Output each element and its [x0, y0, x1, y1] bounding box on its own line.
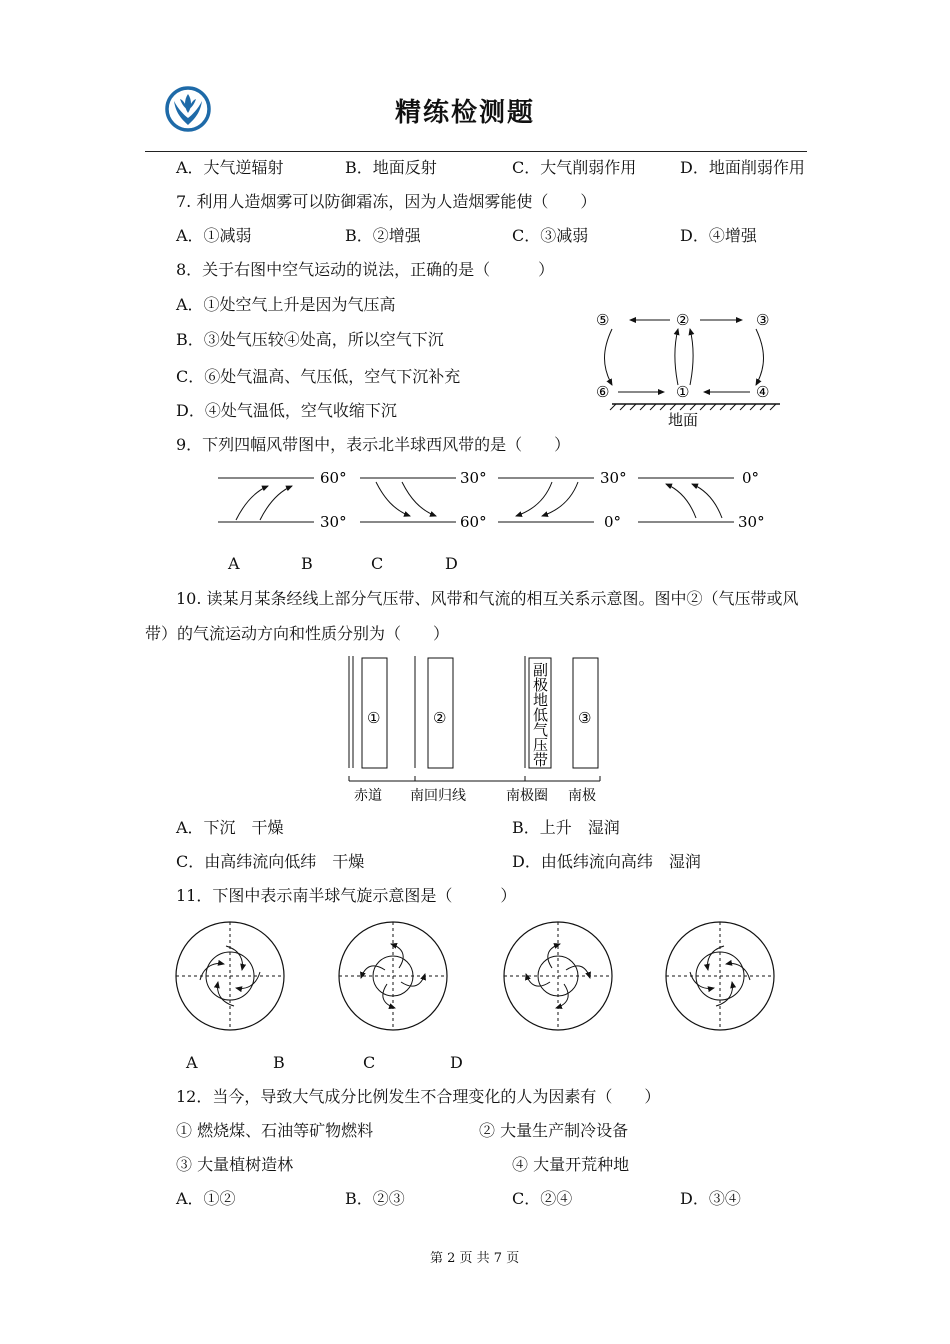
air-circulation-diagram — [590, 305, 790, 430]
choice-letter-c: C — [363, 1053, 376, 1072]
cyclone-panel-d — [666, 922, 774, 1030]
choice-letter-d: D — [450, 1053, 463, 1072]
option-d: D．③④ — [680, 1189, 741, 1208]
box-2-label: ② — [433, 709, 447, 727]
cyclone-panel-c — [504, 922, 612, 1030]
choice-letter-a: A — [228, 554, 240, 573]
option-a: A．①减弱 — [176, 226, 252, 245]
choice-letter-c: C — [371, 554, 384, 573]
question-stem-line-1: 10. 读某月某条经线上部分气压带、风带和气流的相互关系示意图。图中②（气压带或风 — [176, 589, 799, 608]
lat-bottom: 30° — [738, 513, 765, 531]
option-c: C．大气削弱作用 — [512, 158, 637, 177]
option-d: D．地面削弱作用 — [680, 158, 805, 177]
option-d: D．④处气温低，空气收缩下沉 — [176, 401, 397, 420]
wind-panel-c — [498, 469, 627, 531]
label-3: ③ — [756, 311, 770, 329]
lat-bottom: 0° — [604, 513, 622, 531]
label-4: ④ — [756, 383, 770, 401]
choice-letter-d: D — [445, 554, 458, 573]
question-stem: 11．下图中表示南半球气旋示意图是（ ） — [176, 886, 517, 905]
wind-panel-d — [638, 469, 765, 531]
choice-letter-b: B — [301, 554, 313, 573]
question-stem: 9．下列四幅风带图中，表示北半球西风带的是（ ） — [176, 435, 571, 454]
option-b: B．上升 湿润 — [512, 818, 620, 837]
hands-leaf-logo-icon — [164, 85, 212, 133]
item-3: ③ 大量植树造林 — [176, 1155, 294, 1174]
question-stem-line-2: 带）的气流运动方向和性质分别为（ ） — [145, 624, 450, 643]
lat-top: 60° — [320, 469, 347, 487]
option-b: B．②增强 — [345, 226, 421, 245]
option-c: C．③减弱 — [512, 226, 589, 245]
axis-tropic-capricorn: 南回归线 — [410, 788, 466, 804]
item-1: ① 燃烧煤、石油等矿物燃料 — [176, 1121, 374, 1140]
choice-letter-a: A — [186, 1053, 198, 1072]
option-b: B．地面反射 — [345, 158, 437, 177]
box-3-label: ③ — [578, 709, 592, 727]
option-d: D．由低纬流向高纬 湿润 — [512, 852, 701, 871]
header-divider — [145, 151, 807, 152]
pressure-belt-diagram — [340, 652, 615, 807]
option-d: D．④增强 — [680, 226, 757, 245]
wind-belt-diagrams — [210, 462, 780, 534]
option-a: A．①② — [176, 1189, 236, 1208]
option-b: B．②③ — [345, 1189, 405, 1208]
lat-bottom: 30° — [320, 513, 347, 531]
subpolar-low-label: 副极地低气压带 — [531, 662, 549, 767]
axis-antarctic-circle: 南极圈 — [506, 788, 548, 804]
item-4: ④ 大量开荒种地 — [512, 1155, 630, 1174]
option-c: C．②④ — [512, 1189, 573, 1208]
option-a: A．大气逆辐射 — [176, 158, 284, 177]
option-c: C．⑥处气温高、气压低，空气下沉补充 — [176, 367, 461, 386]
cyclone-panel-b — [339, 922, 447, 1030]
cyclone-diagrams — [170, 918, 785, 1038]
option-c: C．由高纬流向低纬 干燥 — [176, 852, 365, 871]
choice-letter-b: B — [273, 1053, 285, 1072]
axis-south-pole: 南极 — [568, 788, 596, 804]
label-6: ⑥ — [596, 383, 610, 401]
box-1-label: ① — [367, 709, 381, 727]
wind-panel-b — [360, 469, 487, 531]
page-number: 第 2 页 共 7 页 — [430, 1251, 520, 1266]
lat-top: 30° — [600, 469, 627, 487]
lat-top: 0° — [742, 469, 760, 487]
option-a: A．下沉 干燥 — [176, 818, 284, 837]
question-stem: 12．当今，导致大气成分比例发生不合理变化的人为因素有（ ） — [176, 1087, 661, 1106]
lat-top: 30° — [460, 469, 487, 487]
label-5: ⑤ — [596, 311, 610, 329]
lat-bottom: 60° — [460, 513, 487, 531]
option-a: A．①处空气上升是因为气压高 — [176, 295, 396, 314]
axis-equator: 赤道 — [354, 788, 382, 804]
label-2: ② — [676, 311, 690, 329]
question-stem: 8．关于右图中空气运动的说法，正确的是（ ） — [176, 260, 555, 279]
wind-panel-a — [218, 469, 347, 531]
page-title: 精练检测题 — [395, 98, 536, 128]
question-stem: 7. 利用人造烟雾可以防御霜冻，因为人造烟雾能使（ ） — [176, 192, 597, 211]
cyclone-panel-a — [176, 922, 284, 1030]
label-1: ① — [676, 383, 690, 401]
ground-label: 地面 — [668, 411, 699, 429]
option-b: B．③处气压较④处高，所以空气下沉 — [176, 330, 444, 349]
item-2: ② 大量生产制冷设备 — [479, 1121, 629, 1140]
